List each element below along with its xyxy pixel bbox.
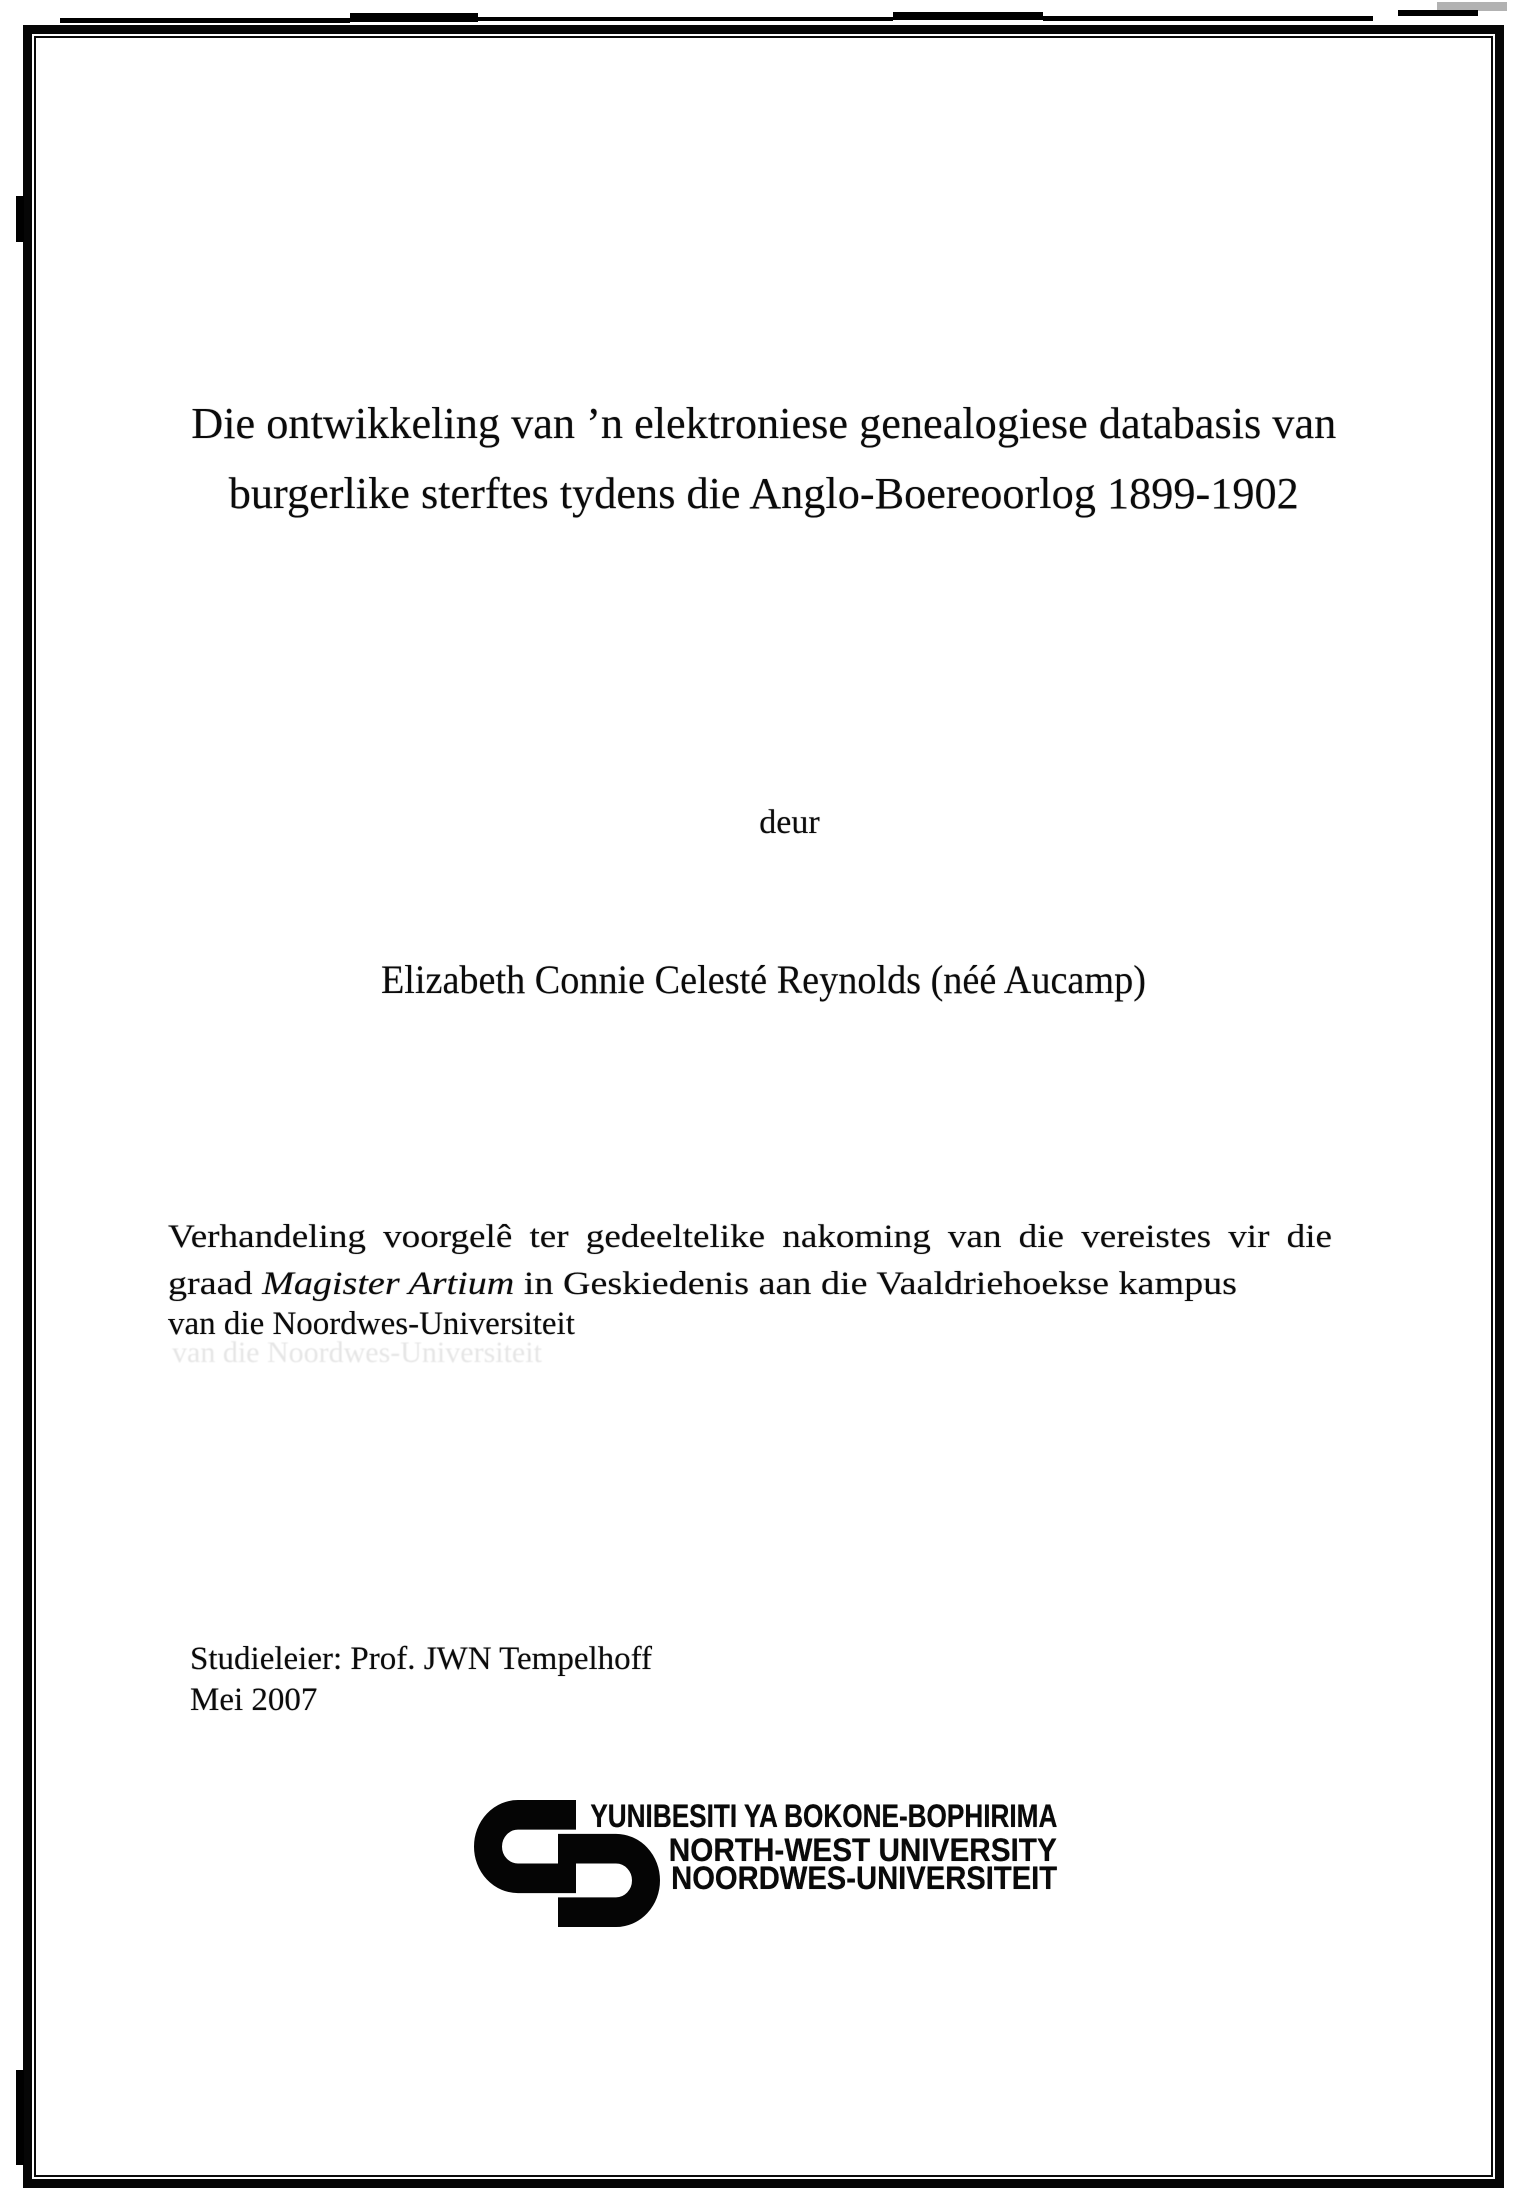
author-name bbox=[0, 958, 1527, 1002]
date-line: Mei 2007 bbox=[190, 1682, 318, 1718]
scan-artifact bbox=[1043, 16, 1373, 21]
scan-artifact bbox=[16, 2070, 24, 2165]
scan-artifact bbox=[1437, 2, 1507, 11]
scan-artifact bbox=[16, 196, 24, 242]
title-line-2 bbox=[0, 470, 1527, 518]
scan-artifact bbox=[60, 18, 350, 23]
university-name-english-text: NORTH-WEST UNIVERSITY bbox=[669, 1832, 1057, 1868]
degree-name-italic: Magister Artium bbox=[262, 1266, 515, 1302]
statement-line-2-text bbox=[168, 1266, 1237, 1302]
scan-artifact bbox=[478, 17, 893, 21]
bleed-through-artifact: van die Noordwes-Universiteit bbox=[172, 1336, 542, 1369]
statement-line-2-suffix: in Geskiedenis aan die Vaaldriehoekse kampus bbox=[514, 1266, 1237, 1302]
statement-line-1-text: Verhandeling voorgelê ter gedeeltelike nakoming van die vereistes vir die bbox=[168, 1219, 1332, 1255]
statement-line-3: van die Noordwes-Universiteit bbox=[168, 1306, 575, 1342]
university-name-afrikaans-text: NOORDWES-UNIVERSITEIT bbox=[671, 1860, 1057, 1896]
scan-artifact bbox=[893, 12, 1043, 20]
statement-line-1 bbox=[168, 1219, 1332, 1255]
statement-line-2 bbox=[168, 1266, 1237, 1302]
scan-artifact bbox=[350, 13, 478, 22]
title-line-1 bbox=[0, 400, 1527, 448]
statement-line-2-prefix: graad bbox=[168, 1266, 263, 1302]
byline-deur: deur bbox=[759, 804, 820, 841]
supervisor-line: Studieleier: Prof. JWN Tempelhoff bbox=[190, 1641, 653, 1677]
title-line-1-text: Die ontwikkeling van ’n elektroniese genealogiese databasis van bbox=[190, 399, 1336, 448]
title-line-2-text: burgerlike sterftes tydens die Anglo-Boereoorlog 1899-1902 bbox=[228, 469, 1299, 518]
university-name-setswana bbox=[486, 1800, 1057, 1832]
university-name-afrikaans bbox=[634, 1862, 1057, 1894]
university-name-setswana-text: YUNIBESITI YA BOKONE-BOPHIRIMA bbox=[590, 1798, 1057, 1834]
author-name-text: Elizabeth Connie Celesté Reynolds (néé Aucamp) bbox=[380, 957, 1146, 1002]
